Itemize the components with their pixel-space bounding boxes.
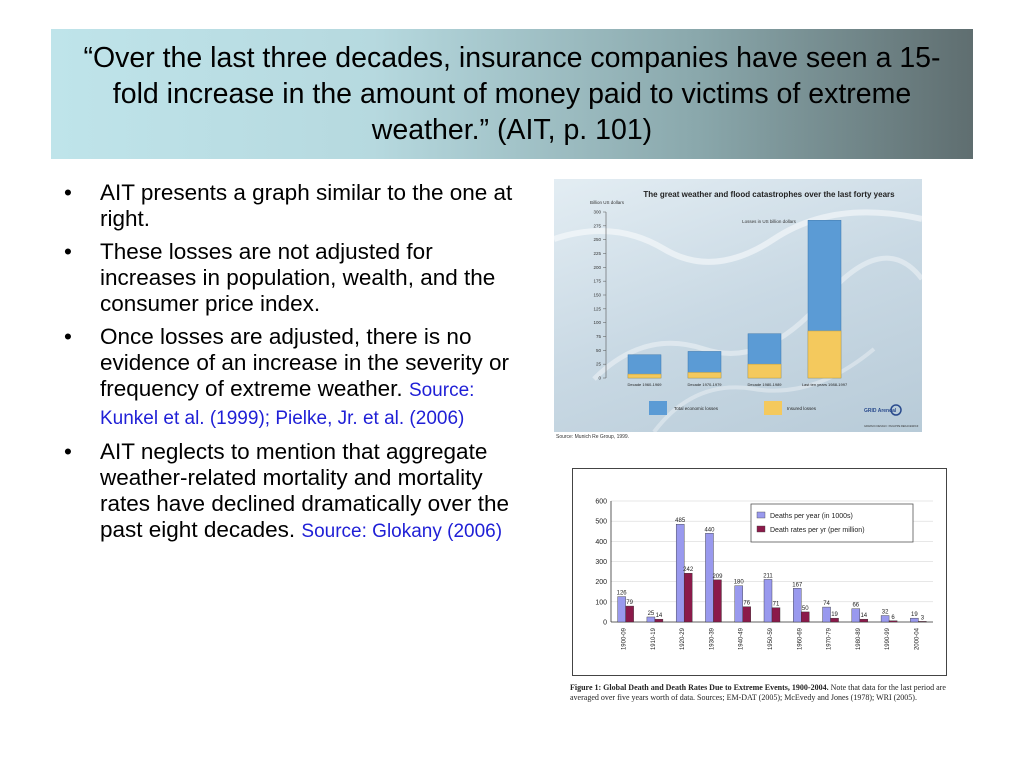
chart2-caption (570, 683, 955, 703)
chart2-bar-deaths (647, 617, 655, 622)
chart2-y-tick-label: 600 (595, 498, 607, 506)
chart2-data-label: 76 (743, 600, 751, 607)
chart2-category-label: 1940-49 (738, 628, 745, 651)
bullet-list (60, 180, 530, 552)
chart2-bar-deaths (910, 618, 918, 622)
chart1-legend-insured: Insured losses (787, 406, 817, 411)
bullet-item (60, 439, 530, 545)
chart1-category-label: Decade 1970-1979 (687, 382, 722, 387)
bullet-item (60, 180, 530, 232)
chart2-data-label: 14 (655, 613, 663, 620)
chart2-bar-deaths (793, 588, 801, 622)
chart2-data-label: 242 (683, 567, 694, 574)
chart2-data-label: 180 (733, 579, 744, 586)
chart1-y-tick-label: 125 (593, 306, 601, 312)
deaths-chart (573, 469, 946, 675)
chart2-data-label: 14 (860, 613, 868, 620)
chart2-data-label: 3 (920, 615, 925, 622)
chart2-y-tick-label: 0 (603, 619, 607, 627)
chart2-category-label: 1960-69 (797, 628, 804, 651)
chart2-bar-rates (889, 621, 897, 622)
bullet-item (60, 324, 530, 432)
caption-text: Note that data for the last period are averaged over five years worth of data. Sources; EM-DAT (2005); McEvedy and Jones (1978); WRI (2005). (570, 683, 946, 702)
chart2-data-label: 66 (852, 602, 860, 609)
chart2-data-label: 19 (911, 612, 918, 619)
chart1-y-tick-label: 200 (593, 264, 601, 270)
chart2-category-label: 1950-59 (768, 628, 774, 651)
chart2-category-label: 2000-04 (914, 628, 921, 651)
chart2-data-label: 32 (881, 609, 889, 616)
chart2-bar-rates (655, 619, 663, 622)
chart2-y-tick-label: 100 (595, 599, 607, 607)
chart2-bar-rates (772, 608, 780, 622)
chart2-category-label: 1990-99 (885, 628, 892, 651)
chart2-data-label: 440 (704, 527, 715, 534)
chart1-y-tick-label: 275 (593, 223, 601, 229)
chart2-bar-rates (626, 606, 634, 622)
losses-chart (554, 179, 922, 432)
legend-swatch-deaths (757, 512, 765, 518)
chart1-category-label: Last ten years 1988-1997 (801, 382, 848, 387)
chart1-y-tick-label: 300 (593, 209, 601, 215)
chart1-category-label: Decade 1960-1969 (627, 382, 662, 387)
chart2-y-tick-label: 200 (595, 579, 607, 587)
chart2-bar-deaths (764, 579, 772, 622)
chart1-bar-insured (688, 372, 721, 378)
chart1-title: The great weather and flood catastrophes over the last forty years (643, 190, 895, 199)
chart2-data-label: 6 (891, 614, 895, 621)
chart2-data-label: 19 (831, 612, 838, 619)
chart1-bar-insured (808, 331, 841, 378)
bullet-text: Once losses are adjusted, there is no evidence of an increase in the severity or frequency of extreme weather. (100, 324, 509, 401)
losses-chart-panel (554, 179, 922, 432)
chart2-category-label: 1970-79 (826, 628, 833, 651)
chart2-bar-rates (743, 607, 751, 622)
chart2-data-label: 485 (675, 518, 686, 525)
chart2-data-label: 167 (792, 582, 803, 589)
bullet-text: AIT presents a graph similar to the one at right. (100, 180, 513, 231)
chart2-bar-rates (831, 618, 839, 622)
chart1-y-tick-label: 25 (595, 361, 601, 367)
chart2-category-label: 1900-09 (621, 628, 628, 651)
bullet-source: Source: Glokany (2006) (301, 521, 503, 542)
chart2-data-label: 74 (823, 601, 830, 608)
chart2-bar-rates (801, 612, 809, 622)
legend-swatch-total (649, 401, 667, 415)
chart2-data-label: 126 (616, 590, 627, 597)
chart2-legend (751, 504, 913, 542)
chart2-data-label: 71 (772, 601, 780, 608)
bullet-item (60, 239, 530, 317)
chart1-y-tick-label: 250 (593, 237, 601, 243)
chart2-bar-deaths (735, 586, 743, 622)
chart2-bar-rates (918, 621, 926, 622)
slide-title: “Over the last three decades, insurance companies have seen a 15-fold increase in the amount of money paid to victims of extreme weather.” (AIT, p. 101) (83, 42, 941, 146)
chart2-data-label: 25 (647, 610, 655, 617)
chart1-y-tick-label: 175 (593, 278, 601, 284)
bullet-text: These losses are not adjusted for increases in population, wealth, and the consumer price index. (100, 239, 496, 316)
chart2-data-label: 211 (763, 573, 773, 580)
chart1-source: Source: Munich Re Group, 1999. (556, 434, 630, 440)
chart1-y-tick-label: 75 (595, 334, 601, 339)
legend-swatch-insured (764, 401, 782, 415)
chart2-bar-rates (860, 619, 868, 622)
chart1-bar-insured (628, 374, 661, 378)
chart2-category-label: 1930-39 (709, 628, 716, 651)
chart1-ylabel: Billion US dollars (590, 200, 625, 205)
chart2-data-label: 209 (712, 573, 723, 580)
chart2-y-tick-label: 300 (595, 559, 607, 566)
chart1-y-tick-label: 225 (593, 251, 601, 256)
chart2-bar-deaths (852, 609, 860, 622)
chart2-category-label: 1980-89 (855, 628, 862, 651)
chart1-credit: GRAPHIC DESIGN : PHILIPPE REKACEWICZ (864, 425, 919, 428)
chart2-bar-deaths (618, 597, 626, 622)
chart2-data-label: 50 (801, 605, 809, 612)
chart1-legend-total: Total economic losses (674, 406, 719, 411)
deaths-chart-panel (572, 468, 947, 676)
chart2-legend-deaths: Deaths per year (in 1000s) (770, 513, 853, 520)
chart2-data-label: 79 (626, 600, 633, 607)
chart1-y-tick-label: 50 (595, 347, 601, 353)
chart1-y-tick-label: 100 (593, 320, 601, 326)
chart2-bar-rates (713, 580, 721, 622)
chart1-y-tick-label: 150 (593, 292, 601, 298)
chart1-subtitle: Losses in US billion dollars (742, 219, 796, 224)
chart1-category-label: Decade 1980-1989 (747, 382, 782, 387)
chart2-legend-rates: Death rates per yr (per million) (770, 527, 865, 534)
chart2-bar-rates (684, 573, 692, 622)
chart2-category-label: 1910-19 (650, 628, 657, 651)
caption-bold: Figure 1: Global Death and Death Rates Due to Extreme Events, 1900-2004. (570, 683, 829, 692)
chart1-logo: GRID Arendal (864, 408, 897, 414)
chart2-y-tick-label: 400 (595, 538, 607, 546)
legend-swatch-rates (757, 526, 765, 532)
chart2-y-tick-label: 500 (595, 518, 607, 526)
chart2-bar-deaths (881, 616, 889, 622)
bullet-text: AIT neglects to mention that aggregate weather-related mortality and mortality rates have declined dramatically over the past eight decades. (100, 439, 509, 542)
bullet-source: Source: Kunkel et al. (1999); Pielke, Jr. et al. (2006) (100, 380, 475, 429)
title-bar (51, 29, 973, 159)
chart1-bar-insured (748, 364, 781, 378)
chart2-bar-deaths (823, 607, 831, 622)
chart2-category-label: 1920-29 (680, 628, 687, 651)
chart1-y-tick-label: 0 (598, 375, 601, 381)
